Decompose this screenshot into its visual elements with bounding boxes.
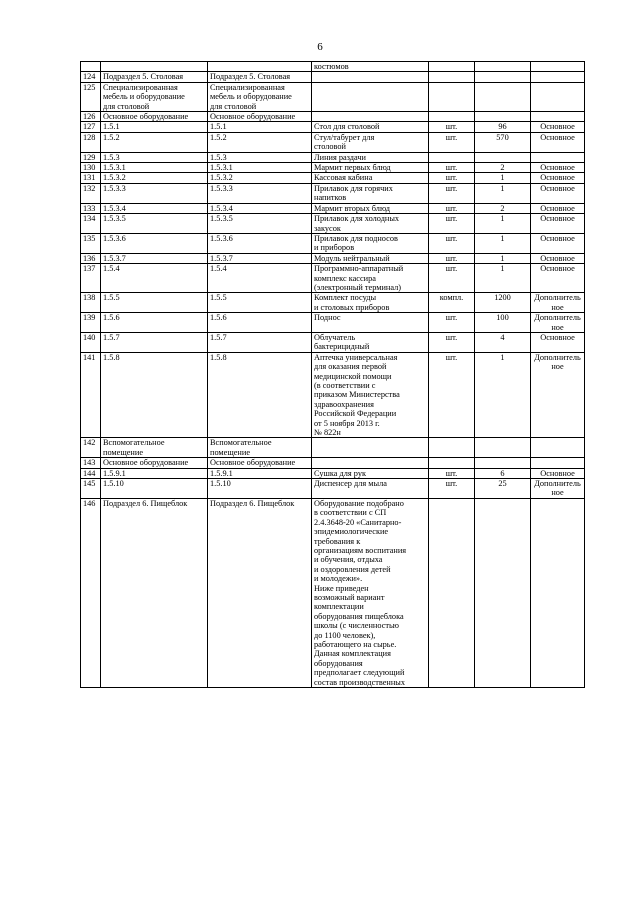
table-cell-c3: 1.5.10	[208, 479, 312, 499]
table-cell-c6	[475, 112, 531, 122]
table-cell-c2: 1.5.6	[101, 313, 208, 333]
table-cell-n: 137	[81, 264, 101, 293]
table-cell-c2: 1.5.1	[101, 122, 208, 132]
table-cell-c4: Мармит вторых блюд	[312, 203, 429, 213]
table-cell-c7	[531, 438, 585, 458]
table-cell-c2: 1.5.3.4	[101, 203, 208, 213]
table-cell-c5: шт.	[429, 214, 475, 234]
table-cell-n: 141	[81, 352, 101, 438]
table-cell-n: 132	[81, 183, 101, 203]
table-cell-c3: 1.5.3.1	[208, 163, 312, 173]
table-cell-c5: шт.	[429, 173, 475, 183]
table-cell-c5: шт.	[429, 183, 475, 203]
table-cell-c6: 2	[475, 203, 531, 213]
table-cell-c3: Подраздел 6. Пищеблок	[208, 498, 312, 687]
table-cell-n: 140	[81, 332, 101, 352]
table-cell-c2: Основное оборудование	[101, 112, 208, 122]
table-cell-c3: 1.5.1	[208, 122, 312, 132]
table-cell-n: 144	[81, 468, 101, 478]
table-cell-c6: 25	[475, 479, 531, 499]
table-cell-c4: Комплект посуды и столовых приборов	[312, 293, 429, 313]
table-cell-c2: 1.5.3.5	[101, 214, 208, 234]
table-cell-c2: 1.5.4	[101, 264, 208, 293]
table-cell-c6	[475, 438, 531, 458]
table-cell-c5: шт.	[429, 479, 475, 499]
table-row	[81, 293, 585, 313]
table-cell-c4: Стул/табурет для столовой	[312, 132, 429, 152]
table-cell-c7	[531, 82, 585, 111]
table-cell-c5	[429, 458, 475, 468]
table-row	[81, 62, 585, 72]
table-row	[81, 313, 585, 333]
table-cell-c2: Подраздел 6. Пищеблок	[101, 498, 208, 687]
table-cell-c7	[531, 498, 585, 687]
table-cell-c7: Основное	[531, 132, 585, 152]
table-cell-n: 135	[81, 233, 101, 253]
table-cell-c7: Основное	[531, 468, 585, 478]
table-cell-c5	[429, 498, 475, 687]
table-cell-c6: 96	[475, 122, 531, 132]
table-cell-c4: Программно-аппаратный комплекс кассира (электронный терминал)	[312, 264, 429, 293]
table-cell-c4: Мармит первых блюд	[312, 163, 429, 173]
table-cell-c6: 1	[475, 214, 531, 234]
table-row	[81, 183, 585, 203]
table-cell-n: 129	[81, 152, 101, 162]
table-cell-c2: 1.5.7	[101, 332, 208, 352]
table-cell-c4: костюмов	[312, 62, 429, 72]
table-row	[81, 132, 585, 152]
table-cell-c2: Основное оборудование	[101, 458, 208, 468]
table-cell-c2: 1.5.3.2	[101, 173, 208, 183]
table-cell-c5: шт.	[429, 352, 475, 438]
table-cell-c4: Поднос	[312, 313, 429, 333]
table-cell-c5: шт.	[429, 313, 475, 333]
table-cell-c5	[429, 82, 475, 111]
table-cell-c6	[475, 62, 531, 72]
table-cell-c5: шт.	[429, 468, 475, 478]
table-cell-c7: Дополнительное	[531, 479, 585, 499]
table-row	[81, 152, 585, 162]
table-cell-c6: 1200	[475, 293, 531, 313]
table-cell-c3: 1.5.3.3	[208, 183, 312, 203]
table-cell-c4: Модуль нейтральный	[312, 253, 429, 263]
table-cell-c6: 1	[475, 264, 531, 293]
table-row	[81, 203, 585, 213]
table-cell-c2: Подраздел 5. Столовая	[101, 72, 208, 82]
table-row	[81, 72, 585, 82]
table-cell-c3: 1.5.9.1	[208, 468, 312, 478]
table-cell-c4: Диспенсер для мыла	[312, 479, 429, 499]
table-cell-c5: шт.	[429, 253, 475, 263]
table-cell-c3: Вспомогательное помещение	[208, 438, 312, 458]
table-cell-c4	[312, 112, 429, 122]
table-cell-c2: 1.5.3.7	[101, 253, 208, 263]
table-cell-c7: Дополнительное	[531, 352, 585, 438]
table-cell-c7	[531, 62, 585, 72]
table-cell-c4: Прилавок для подносов и приборов	[312, 233, 429, 253]
table-cell-c2: 1.5.2	[101, 132, 208, 152]
table-cell-c4	[312, 82, 429, 111]
table-cell-n: 124	[81, 72, 101, 82]
table-cell-c6: 4	[475, 332, 531, 352]
table-cell-c7: Дополнительное	[531, 313, 585, 333]
table-cell-c7: Основное	[531, 253, 585, 263]
table-cell-c2: 1.5.3.1	[101, 163, 208, 173]
table-cell-n: 139	[81, 313, 101, 333]
table-cell-c6: 570	[475, 132, 531, 152]
table-row	[81, 82, 585, 111]
table-cell-c3: 1.5.3	[208, 152, 312, 162]
table-cell-c5: шт.	[429, 264, 475, 293]
table-cell-c7: Основное	[531, 332, 585, 352]
table-cell-c4: Сушка для рук	[312, 468, 429, 478]
table-cell-c3: 1.5.4	[208, 264, 312, 293]
table-row	[81, 173, 585, 183]
table-cell-c6	[475, 458, 531, 468]
table-row	[81, 458, 585, 468]
table-cell-c6	[475, 82, 531, 111]
table-cell-c5: шт.	[429, 122, 475, 132]
table-cell-c4	[312, 438, 429, 458]
table-cell-c2: 1.5.3	[101, 152, 208, 162]
table-cell-c2: Вспомогательное помещение	[101, 438, 208, 458]
table-cell-c6	[475, 152, 531, 162]
table-cell-c3: 1.5.5	[208, 293, 312, 313]
table-cell-c7: Основное	[531, 122, 585, 132]
table-cell-c4: Аптечка универсальная для оказания первой медицинской помощи (в соответствии с приказом Министерства здравоохранения Российской Федерации от 5 ноября 2013 г. № 822н	[312, 352, 429, 438]
table-cell-c7	[531, 112, 585, 122]
table-cell-n: 133	[81, 203, 101, 213]
table-cell-c3: Основное оборудование	[208, 112, 312, 122]
table-cell-c5	[429, 152, 475, 162]
table-row	[81, 122, 585, 132]
table-cell-n: 131	[81, 173, 101, 183]
table-cell-c2: 1.5.3.3	[101, 183, 208, 203]
table-cell-c7: Основное	[531, 183, 585, 203]
table-cell-c7: Дополнительное	[531, 293, 585, 313]
table-row	[81, 352, 585, 438]
table-row	[81, 498, 585, 687]
table-cell-c4: Прилавок для холодных закусок	[312, 214, 429, 234]
table-cell-c5: шт.	[429, 233, 475, 253]
table-cell-c6	[475, 498, 531, 687]
table-cell-n: 126	[81, 112, 101, 122]
table-cell-n: 130	[81, 163, 101, 173]
table-cell-c3: Основное оборудование	[208, 458, 312, 468]
table-cell-n: 127	[81, 122, 101, 132]
table-row	[81, 264, 585, 293]
table-cell-c7	[531, 152, 585, 162]
table-cell-c6: 1	[475, 173, 531, 183]
table-cell-c4: Стол для столовой	[312, 122, 429, 132]
table-cell-c5: шт.	[429, 163, 475, 173]
table-cell-c2: 1.5.9.1	[101, 468, 208, 478]
table-cell-c3	[208, 62, 312, 72]
table-cell-c3: 1.5.3.2	[208, 173, 312, 183]
table-cell-c5: шт.	[429, 332, 475, 352]
table-row	[81, 468, 585, 478]
table-cell-c6: 2	[475, 163, 531, 173]
table-cell-n: 146	[81, 498, 101, 687]
table-cell-c2	[101, 62, 208, 72]
table-row	[81, 112, 585, 122]
table-cell-c7: Основное	[531, 264, 585, 293]
table-cell-c3: Специализированная мебель и оборудование для столовой	[208, 82, 312, 111]
table-row	[81, 438, 585, 458]
table-cell-n: 136	[81, 253, 101, 263]
table-cell-c5	[429, 112, 475, 122]
table-cell-c6: 1	[475, 352, 531, 438]
table-row	[81, 479, 585, 499]
table-cell-c6	[475, 72, 531, 82]
table-cell-c4: Облучатель бактерицидный	[312, 332, 429, 352]
table-cell-c7: Основное	[531, 173, 585, 183]
table-cell-c2: 1.5.10	[101, 479, 208, 499]
table-cell-c2: 1.5.3.6	[101, 233, 208, 253]
table-cell-n: 128	[81, 132, 101, 152]
table-cell-c3: 1.5.3.7	[208, 253, 312, 263]
table-cell-n: 125	[81, 82, 101, 111]
table-cell-c3: Подраздел 5. Столовая	[208, 72, 312, 82]
table-cell-c5	[429, 72, 475, 82]
table-cell-c6: 1	[475, 233, 531, 253]
table-cell-c3: 1.5.2	[208, 132, 312, 152]
table-cell-c5: шт.	[429, 203, 475, 213]
table-cell-n	[81, 62, 101, 72]
table-cell-n: 145	[81, 479, 101, 499]
table-row	[81, 163, 585, 173]
table-cell-c6: 1	[475, 183, 531, 203]
table-cell-c5	[429, 438, 475, 458]
table-cell-c3: 1.5.8	[208, 352, 312, 438]
page-number: 6	[317, 41, 323, 53]
table-body	[81, 62, 585, 688]
table-cell-c6: 1	[475, 253, 531, 263]
table-cell-c2: 1.5.5	[101, 293, 208, 313]
table-cell-c3: 1.5.6	[208, 313, 312, 333]
table-cell-c4: Кассовая кабина	[312, 173, 429, 183]
table-cell-c4: Прилавок для горячих напитков	[312, 183, 429, 203]
table-cell-c3: 1.5.7	[208, 332, 312, 352]
table-cell-n: 142	[81, 438, 101, 458]
table-cell-c7	[531, 458, 585, 468]
table-cell-c6: 100	[475, 313, 531, 333]
table-cell-c4: Оборудование подобрано в соответствии с СП 2.4.3648-20 «Санитарно- эпидемиологические требования к организациям воспитания и обучения, отдыха и оздоровления детей и молодежи». Ниже приведен возможный вариант комплектации оборудования пищеблока школы (с численностью до 1100 человек), работающего на сырье. Данная комплектация оборудования предполагает следующий состав производственных	[312, 498, 429, 687]
table-cell-c6: 6	[475, 468, 531, 478]
table-row	[81, 214, 585, 234]
table-cell-c7: Основное	[531, 233, 585, 253]
table-row	[81, 233, 585, 253]
table-cell-c5: шт.	[429, 132, 475, 152]
table-cell-c7	[531, 72, 585, 82]
table-row	[81, 332, 585, 352]
table-cell-c5: компл.	[429, 293, 475, 313]
table-cell-n: 138	[81, 293, 101, 313]
table-cell-n: 134	[81, 214, 101, 234]
equipment-table	[80, 61, 585, 688]
table-cell-c3: 1.5.3.4	[208, 203, 312, 213]
table-cell-c3: 1.5.3.6	[208, 233, 312, 253]
table-cell-n: 143	[81, 458, 101, 468]
table-cell-c2: 1.5.8	[101, 352, 208, 438]
table-cell-c7: Основное	[531, 163, 585, 173]
table-cell-c7: Основное	[531, 214, 585, 234]
table-cell-c5	[429, 62, 475, 72]
table-cell-c4	[312, 72, 429, 82]
table-row	[81, 253, 585, 263]
table-cell-c2: Специализированная мебель и оборудование для столовой	[101, 82, 208, 111]
table-cell-c3: 1.5.3.5	[208, 214, 312, 234]
table-cell-c4: Линия раздачи	[312, 152, 429, 162]
table-cell-c4	[312, 458, 429, 468]
table-cell-c7: Основное	[531, 203, 585, 213]
